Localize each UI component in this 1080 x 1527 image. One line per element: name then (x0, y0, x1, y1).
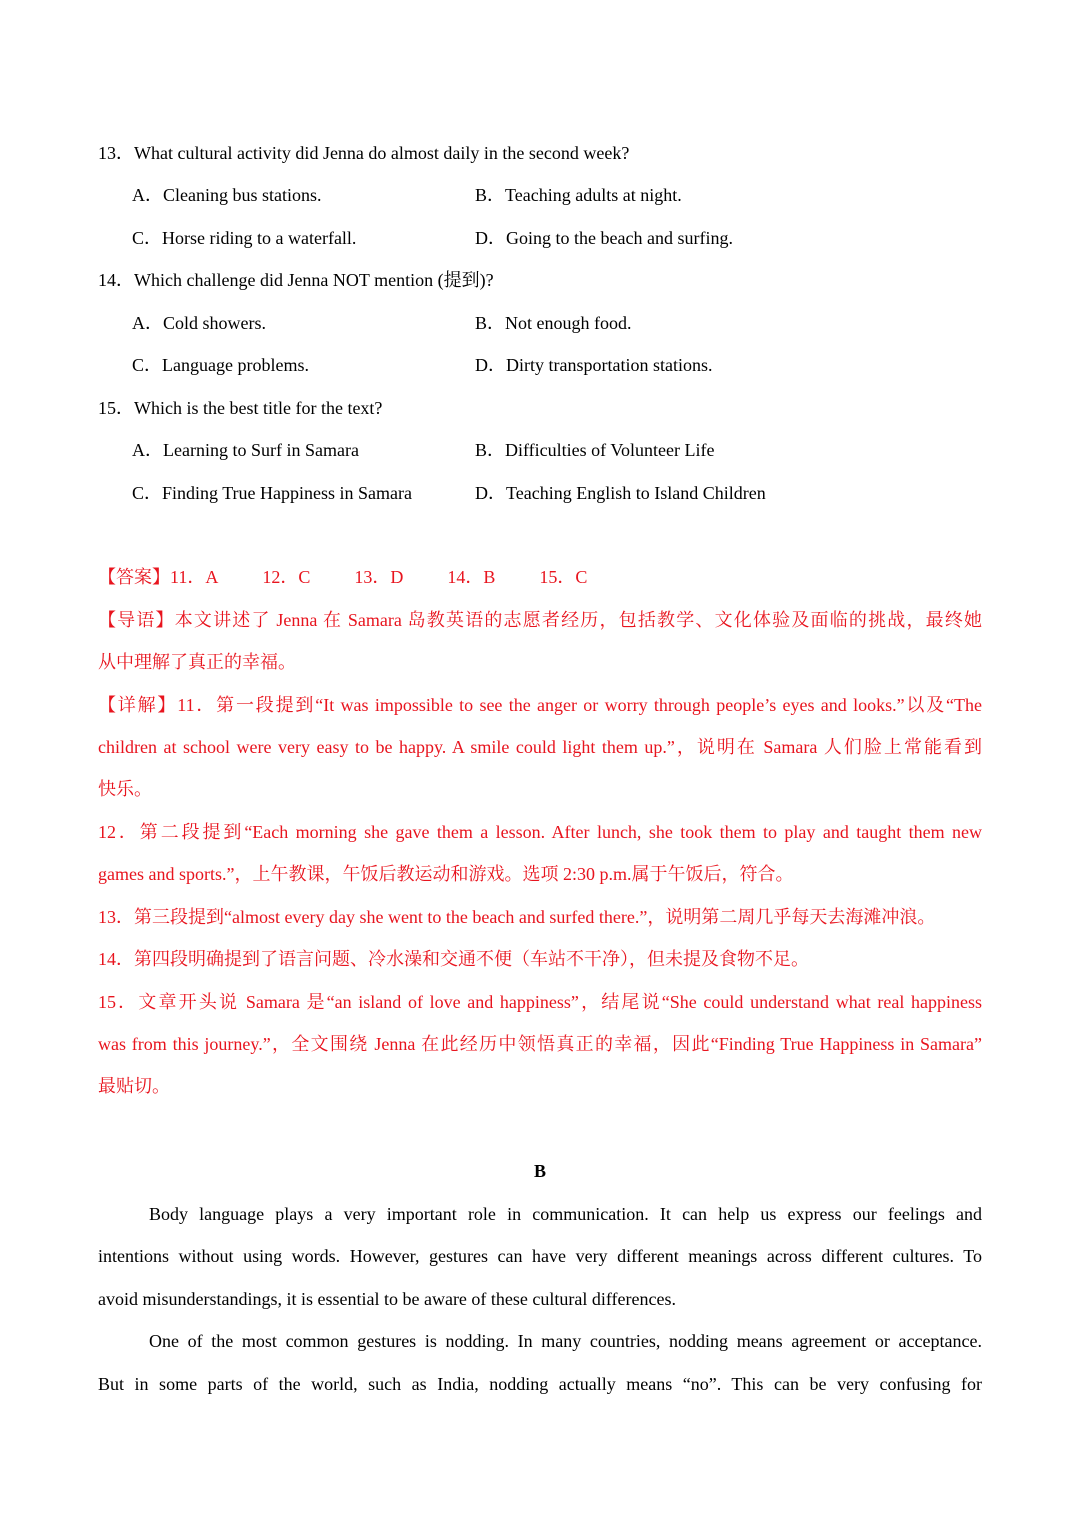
passage-line: avoid misunderstandings, it is essential to be aware of these cultural differences. (98, 1289, 676, 1309)
passage-line: But in some parts of the world, such as India, nodding actually means “no”. This can be very confusing for (98, 1374, 982, 1394)
answer-key (98, 565, 587, 589)
question-15-option-b: B．Difficulties of Volunteer Life (475, 440, 715, 460)
passage-line: intentions without using words. However, gestures can have very different meanings across different cultures. To (98, 1246, 982, 1266)
question-15-option-a: A．Learning to Surf in Samara (132, 440, 359, 460)
answer-item: 14．B (447, 567, 496, 587)
detail-line: 【详解】11．第一段提到“It was impossible to see the anger or worry through people’s eyes and looks.”以及“The (98, 695, 982, 715)
answer-key-label: 【答案】 (98, 567, 170, 587)
section-heading: B (533, 1161, 546, 1181)
question-14-option-a: A．Cold showers. (132, 313, 266, 333)
answer-item: 12．C (262, 567, 311, 587)
question-14-stem: 14．Which challenge did Jenna NOT mention (提到)? (98, 270, 494, 290)
detail-line: children at school were very easy to be happy. A smile could light them up.”，说明在 Samara 人们脸上常能看到 (98, 737, 982, 757)
question-14-option-d: D．Dirty transportation stations. (475, 355, 713, 375)
detail-line: 13．第三段提到“almost every day she went to the beach and surfed there.”，说明第二周几乎每天去海滩冲浪。 (98, 907, 936, 927)
detail-line: 14．第四段明确提到了语言问题、冷水澡和交通不便（车站不干净），但未提及食物不足。 (98, 949, 809, 969)
guide-line: 从中理解了真正的幸福。 (98, 652, 296, 672)
question-13-option-c: C．Horse riding to a waterfall. (132, 228, 357, 248)
question-15-option-d: D．Teaching English to Island Children (475, 483, 766, 503)
detail-line: games and sports.”，上午教课，午饭后教运动和游戏。选项 2:30 p.m.属于午饭后，符合。 (98, 864, 794, 884)
question-15-option-c: C．Finding True Happiness in Samara (132, 483, 413, 503)
detail-line: 12．第二段提到“Each morning she gave them a lesson. After lunch, she took them to play and taught them new (98, 822, 982, 842)
passage-line: One of the most common gestures is nodding. In many countries, nodding means agreement or acceptance. (149, 1331, 982, 1351)
detail-line: 快乐。 (98, 779, 152, 799)
question-14-option-b: B．Not enough food. (475, 313, 632, 333)
question-13-stem: 13．What cultural activity did Jenna do almost daily in the second week? (98, 143, 630, 163)
question-13-option-b: B．Teaching adults at night. (475, 185, 682, 205)
answer-item: 13．D (354, 567, 404, 587)
passage-line: Body language plays a very important role in communication. It can help us express our feelings and (149, 1204, 982, 1224)
question-14-option-c: C．Language problems. (132, 355, 309, 375)
answer-item: 11．A (170, 567, 219, 587)
question-15-stem: 15．Which is the best title for the text? (98, 398, 383, 418)
question-13-option-a: A．Cleaning bus stations. (132, 185, 322, 205)
answer-item: 15．C (539, 567, 588, 587)
guide-line: 【导语】本文讲述了 Jenna 在 Samara 岛教英语的志愿者经历，包括教学、文化体验及面临的挑战，最终她 (98, 610, 982, 630)
detail-line: 最贴切。 (98, 1076, 170, 1096)
question-13-option-d: D．Going to the beach and surfing. (475, 228, 733, 248)
detail-line: 15．文章开头说 Samara 是“an island of love and happiness”，结尾说“She could understand what real happiness (98, 992, 982, 1012)
detail-line: was from this journey.”，全文围绕 Jenna 在此经历中领悟真正的幸福，因此“Finding True Happiness in Samara” (98, 1034, 982, 1054)
